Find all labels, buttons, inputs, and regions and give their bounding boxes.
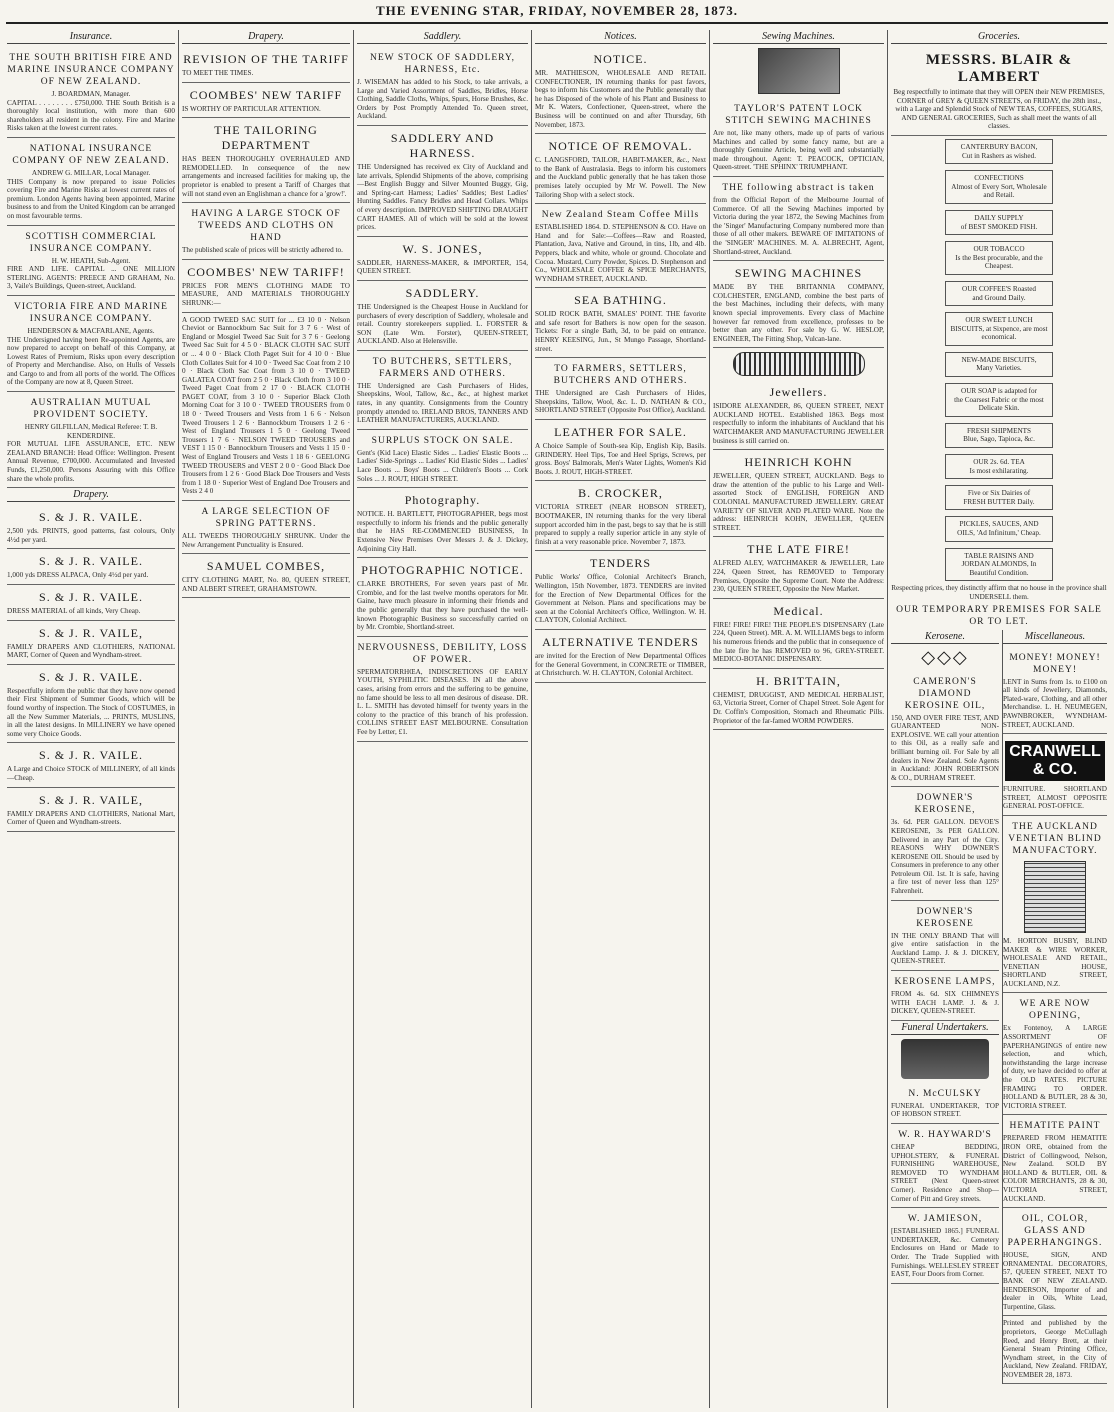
column-groceries bbox=[888, 30, 1110, 1408]
section-heading: Kerosene. bbox=[891, 630, 999, 644]
ad-title: NATIONAL INSURANCE COMPANY OF NEW ZEALAND. bbox=[12, 143, 170, 166]
ad-title: HEMATITE PAINT bbox=[1009, 1121, 1101, 1132]
advertisement bbox=[713, 599, 884, 669]
ad-title: HAVING A LARGE STOCK OF TWEEDS AND CLOTHS ON HAND bbox=[191, 209, 341, 244]
masthead-title: THE EVENING STAR, FRIDAY, NOVEMBER 28, 1873. bbox=[375, 3, 739, 18]
ad-body: NOTICE. H. BARTLETT, PHOTOGRAPHER, begs most respectfully to inform his friends and the public generally that he HAS RE-COMMENCED BUSINESS, In Extensive New Premises Over Messrs J. & J. Dickey, Adjoining City Hall. bbox=[357, 510, 528, 553]
ad-body: The published scale of prices will be strictly adhered to. bbox=[182, 246, 343, 255]
box-title: PICKLES, SAUCES, AND bbox=[959, 520, 1039, 529]
advertisement bbox=[891, 1208, 999, 1284]
ad-body: CHEAP BEDDING, UPHOLSTERY, & FUNERAL FURNISHING WAREHOUSE, REMOVED TO WYNDHAM STREET (Next Queen-street Corner). Residence and Shop—Corner of Pitt and Grey streets. bbox=[891, 1143, 999, 1203]
ad-title: H. BRITTAIN, bbox=[756, 673, 841, 688]
advertisement bbox=[891, 1083, 999, 1124]
ad-title: S. & J. R. VAILE, bbox=[39, 792, 143, 807]
box-body: the Coarsest Fabric or the most Delicate Skin. bbox=[954, 395, 1044, 413]
advertisement bbox=[891, 1124, 999, 1208]
ad-body: FROM 4s. 6d. SIX CHIMNEYS WITH EACH LAMP. J. & J. DICKEY, QUEEN-STREET. bbox=[891, 990, 999, 1016]
ad-body: ALFRED ALEY, WATCHMAKER & JEWELLER, Late 224, Queen Street, has REMOVED to Temporary Premises, Opposite the Supreme Court. Note the Address: 230, QUEEN STREET, Opposite the New Market. bbox=[713, 559, 884, 594]
advertisement bbox=[357, 488, 528, 558]
grocery-box bbox=[945, 516, 1053, 541]
advertisement bbox=[357, 637, 528, 742]
ad-title: B. CROCKER, bbox=[578, 486, 663, 501]
ad-title: OUR TEMPORARY PREMISES FOR SALE OR TO LET. bbox=[896, 604, 1102, 627]
ad-signature: ANDREW G. MILLAR, Local Manager. bbox=[31, 168, 151, 177]
ad-body: ISIDORE ALEXANDER, 86, QUEEN STREET, NEXT AUCKLAND HOTEL. Established 1863. Begs most respectfully to inform the inhabitants of Auckland that his WATCHMAKER AND MANUFACTURING JEWELLER business is still carried on. bbox=[713, 402, 884, 445]
ad-title: NOTICE. bbox=[593, 52, 648, 66]
ad-title: DOWNER'S KEROSENE bbox=[916, 906, 974, 929]
grocery-box bbox=[945, 352, 1053, 377]
ad-title: S. & J. R. VAILE. bbox=[39, 510, 143, 525]
column-notices bbox=[532, 30, 710, 1408]
advertisement bbox=[357, 237, 528, 281]
box-title: FRESH SHIPMENTS bbox=[966, 426, 1032, 435]
box-body: FRESH BUTTER Daily. bbox=[963, 497, 1035, 506]
ad-body: IN THE ONLY BRAND That will give entire satisfaction in the Auckland Lamp. J. & J. DICKEY, QUEEN-STREET. bbox=[891, 931, 999, 966]
box-title: OUR TOBACCO bbox=[973, 245, 1025, 254]
ad-title: COOMBES' NEW TARIFF bbox=[189, 87, 343, 102]
column-insurance bbox=[4, 30, 179, 1408]
section-heading: Saddlery. bbox=[357, 30, 528, 44]
ad-body: FIRE AND LIFE. CAPITAL ... ONE MILLION STERLING. AGENTS: PREECE AND GRAHAM, No. 3, Vaile's Buildings, Queen-street, Auckland. bbox=[7, 265, 175, 291]
advertisement bbox=[357, 430, 528, 488]
ad-title: AUSTRALIAN MUTUAL PROVIDENT SOCIETY. bbox=[30, 398, 152, 421]
box-title: CANTERBURY BACON, bbox=[960, 142, 1038, 151]
ad-title: THE LATE FIRE! bbox=[747, 542, 850, 557]
ad-title: TO FARMERS, SETTLERS, BUTCHERS AND OTHERS. bbox=[553, 364, 688, 387]
advertisement bbox=[357, 281, 528, 351]
advertisement bbox=[357, 126, 528, 237]
ad-body: THE Undersigned are Cash Purchasers of Hides, Sheepskins, Wool, Tallow, &c., &c., at highest market rates, in any quantity. Consignments from the Country promptly attended to. IRELAND BROS, TANNERS AND LEATHER MANUFACTURERS, AUCKLAND. bbox=[357, 381, 528, 425]
ad-title: N. McCULSKY bbox=[908, 1088, 982, 1099]
ad-body: SADDLER, HARNESS-MAKER, & IMPORTER, 154, QUEEN STREET. bbox=[357, 258, 528, 276]
ad-signature: HENRY GILFILLAN, Medical Referee: T. B. KENDERDINE. bbox=[24, 423, 158, 440]
advertisement bbox=[7, 621, 175, 665]
advertisement bbox=[713, 450, 884, 537]
ad-title: TAYLOR'S PATENT LOCK STITCH SEWING MACHINES bbox=[725, 104, 872, 126]
section-heading: Funeral Undertakers. bbox=[891, 1021, 999, 1035]
advertisement bbox=[7, 47, 175, 138]
ad-body: A Large and Choice STOCK of MILLINERY, of all kinds—Cheap. bbox=[7, 765, 175, 782]
column-sewing-machines bbox=[710, 30, 888, 1408]
hearse-illustration bbox=[901, 1039, 989, 1079]
ad-body: VICTORIA STREET (NEAR HOBSON STREET), BOOTMAKER, IN returning thanks for the very liberal support accorded him in the past, begs to say that he is still prepared to supply a really superior article in any style of finish at a very reasonable price. November 7, 1873. bbox=[535, 503, 706, 546]
advertisement bbox=[535, 358, 706, 420]
ad-body: J. WISEMAN has added to his Stock, to take arrivals, a Large and Varied Assortment of Saddles, Bridles, Horse Clothing, Saddle Cloths, Whips, Spurs, Horse Brushes, &c. Orders by Post Promptly Attended To. Queen street, Auckland. bbox=[357, 78, 528, 121]
section-heading: Sewing Machines. bbox=[713, 30, 884, 44]
ad-title: PHOTOGRAPHIC NOTICE. bbox=[361, 563, 524, 578]
ad-title: S. & J. R. VAILE. bbox=[39, 748, 143, 763]
ad-title: TO BUTCHERS, SETTLERS, FARMERS AND OTHERS. bbox=[372, 356, 513, 379]
miscellaneous-section bbox=[1003, 630, 1107, 1385]
advertisement bbox=[713, 380, 884, 450]
box-title: NEW-MADE BISCUITS, bbox=[961, 355, 1037, 364]
ad-title: Photography. bbox=[404, 493, 481, 508]
ad-title: THE AUCKLAND VENETIAN BLIND MANUFACTORY. bbox=[1008, 821, 1102, 856]
box-body: Blue, Sago, Tapioca, &c. bbox=[963, 435, 1035, 444]
ad-body: Printed and published by the proprietors, George McCullagh Reed, and Henry Brett, at their General Steam Printing Office, Wyndham street, in the City of Auckland, New Zealand. FRIDAY, NOVEMBER 28, 1873. bbox=[1003, 1319, 1107, 1379]
advertisement bbox=[535, 204, 706, 288]
ad-body: CHEMIST, DRUGGIST, AND MEDICAL HERBALIST, 63, Victoria Street, Corner of Chapel Street. Sole Agent for Dr. Coffin's Composition, Stomach and Rheumatic Pills. Proprietor of the far-famed WORM POWDERS. bbox=[713, 690, 884, 725]
ad-title: W. R. HAYWARD'S bbox=[898, 1130, 992, 1140]
advertisement bbox=[713, 98, 884, 177]
ad-body: CAPITAL . . . . . . . . £750,000. THE South British is a thoroughly local institution, with more than 600 shareholders all resident in the colony. Fire and Marine Risks taken at the lowest current rates. bbox=[7, 98, 175, 133]
ad-body: ESTABLISHED 1864. D. STEPHENSON & CO. Have on Hand and for Sale:—Coffees—Raw and Roasted, Plantation, Java, Native and Ground, in tins, 1lb, and 4lb. Peppers, black and white, whole or ground. Chocolate and Cocoa. Mustard, Curry Powder, Spices. D. Stephenson and Co., WHOLESALE COFFEE & SPICE MERCHANTS, WYNDHAM STREET, AUCKLAND. bbox=[535, 223, 706, 283]
ad-body: A Choice Sample of South-sea Kip, English Kip, Basils. GRINDERY. Heel Tips, Toe and Heel Sprigs, Screws, per gross. Boys' Balmorals, Men's Water Lights, Women's Kid Boots. J. ROUT, HIGH-STREET. bbox=[535, 442, 706, 476]
ad-body: [ESTABLISHED 1865.] FUNERAL UNDERTAKER, &c. Cemetery Enclosures on Hand or Made to Order. The Trade Supplied with Furnishings. WELLESLEY STREET EAST, Four Doors from Corner. bbox=[891, 1227, 999, 1279]
box-title: OUR COFFEE'S Roasted bbox=[962, 284, 1036, 293]
jewellers-stamp-illustration bbox=[733, 352, 865, 376]
advertisement bbox=[891, 671, 999, 788]
ad-title: Medical. bbox=[773, 603, 824, 618]
ad-body: CLARKE BROTHERS, For seven years past of Mr. Crombie, and for the last twelve months operators for Mr. Gaine, have much pleasure in informing their friends and the public generally that they have purchased the well-known Photographic Business so successfully carried on by Mr. Crombie, Shortland-street. bbox=[357, 580, 528, 632]
ad-body: Gent's (Kid Lace) Elastic Sides ... Ladies' Elastic Boots ... Ladies' Side-Springs ... Ladies' Kid Elastic Sides ... Ladies' Lace Boots ... Boys' Boots ... Children's Boots ... Cork Soles ... J. ROUT, HIGH STREET. bbox=[357, 448, 528, 483]
advertisement bbox=[535, 420, 706, 481]
advertisement bbox=[713, 537, 884, 598]
ad-title: A LARGE SELECTION OF SPRING PATTERNS. bbox=[201, 507, 331, 529]
ad-body: SPERMATORRHŒA, INDISCRETIONS OF EARLY YOUTH, SYPHILITIC DISEASES. IN all the above cases, arising from errors and the suffering to be genuine, no fame should be less to all men desirous of disease. DR. L. L. SMITH has devoted himself for twenty years in the colony to the practice of this branch of his profession. COLLINS STREET EAST MELBOURNE. Consultation Fee by Letter, £1. bbox=[357, 667, 528, 736]
section-heading: Notices. bbox=[535, 30, 706, 44]
advertisement bbox=[7, 226, 175, 296]
advertisement bbox=[182, 501, 350, 554]
box-title: CONFECTIONS bbox=[974, 174, 1024, 183]
advertisement bbox=[891, 787, 999, 900]
section-heading: Drapery. bbox=[182, 30, 350, 44]
ad-body: FAMILY DRAPERS AND CLOTHIERS, National Mart, Corner of Queen and Wyndham-streets. bbox=[7, 809, 175, 827]
ad-title: W. S. JONES, bbox=[402, 241, 483, 256]
advertisement bbox=[1003, 1115, 1107, 1208]
advertisement bbox=[182, 554, 350, 598]
ad-title: NOTICE OF REMOVAL. bbox=[548, 139, 693, 154]
advertisement bbox=[713, 177, 884, 261]
advertisement bbox=[357, 558, 528, 637]
advertisement bbox=[7, 505, 175, 549]
advertisement bbox=[891, 971, 999, 1021]
ad-title: SCOTTISH COMMERCIAL INSURANCE COMPANY. bbox=[25, 231, 157, 254]
ad-body: are invited for the Erection of New Departmental Offices for the General Government, in CONCRETE or TIMBER, at Christchurch. W. H. CLAYTON, Colonial Architect. bbox=[535, 651, 706, 678]
ad-title: ALTERNATIVE TENDERS bbox=[542, 634, 699, 649]
ad-body: 3s. 6d. PER GALLON. DEVOE'S KEROSENE, 3s PER GALLON. Delivered in any Part of the City. REASONS WHY DOWNER'S KEROSENE OIL Should be used by Consumers in preference to any other Petroleum Oil. 1st. It is safe, having a fire test of never less than 125° Fahrenheit. bbox=[891, 818, 999, 896]
advertisement bbox=[535, 481, 706, 551]
box-body: OILS, 'Ad Infinitum,' Cheap. bbox=[957, 529, 1041, 537]
ad-body: LENT in Sums from 1s. to £100 on all kinds of Jewellery, Diamonds, Plated-ware, Clothing, and all other Merchandise. L. H. NEUMEGEN, PAWNBROKER, WYNDHAM-STREET, AUCKLAND. bbox=[1003, 677, 1107, 729]
section-heading: Insurance. bbox=[7, 30, 175, 44]
advertisement bbox=[357, 351, 528, 430]
masthead-rule bbox=[6, 22, 1108, 24]
grocery-box bbox=[945, 281, 1053, 306]
box-title: OUR 2s. 6d. TEA bbox=[973, 458, 1025, 467]
grocery-box bbox=[945, 454, 1053, 479]
grocery-box bbox=[945, 423, 1053, 448]
ad-title: S. & J. R. VAILE. bbox=[39, 554, 143, 569]
box-body: Is the Best procurable, and the Cheapest. bbox=[955, 253, 1043, 271]
ad-signature: J. BOARDMAN, Manager. bbox=[51, 90, 131, 98]
advertisement bbox=[1003, 1208, 1107, 1316]
kerosene-section bbox=[891, 630, 1003, 1385]
advertisement bbox=[1003, 734, 1107, 816]
ad-title: S. & J. R. VAILE. bbox=[39, 590, 143, 604]
ad-title: THE SOUTH BRITISH FIRE AND MARINE INSURANCE COMPANY OF NEW ZEALAND. bbox=[7, 53, 175, 87]
ad-body: M. HORTON BUSBY, BLIND MAKER & WIRE WORKER, WHOLESALE AND RETAIL, VENETIAN HOUSE, SHORTLAND STREET, AUCKLAND, N.Z. bbox=[1003, 936, 1107, 988]
ad-body: Respecting prices, they distinctly affirm that no house in the province shall UNDERSELL them. bbox=[891, 584, 1107, 601]
advertisement bbox=[182, 47, 350, 83]
advertisement bbox=[891, 47, 1107, 136]
grocery-box bbox=[945, 485, 1053, 510]
box-title: Five or Six Dairies of bbox=[967, 489, 1031, 498]
grocery-box bbox=[945, 170, 1053, 204]
ad-title: SADDLERY. bbox=[405, 285, 480, 300]
ad-title: COOMBES' NEW TARIFF! bbox=[187, 264, 345, 279]
ad-body: HOUSE, SIGN, AND ORNAMENTAL DECORATORS, 57, QUEEN STREET, NEXT TO BANK OF NEW ZEALAND. HENDERSON, Importer of and dealer in Oils, White Lead, Turpentine, Glass. bbox=[1003, 1251, 1107, 1311]
ad-title: CRANWELL & CO. bbox=[1005, 741, 1105, 781]
ad-body: THE Undersigned has received ex City of Auckland and late arrivals, Splendid Shipments of the above, comprising—Best English Buggy and Silver Mounted Buggy, Gig, and Spring-cart Harness; Ladies' Saddles; Best Ladies' Hunting Saddles. Fancy Bridles and Head Collars. Whips of every description. IMPROVED SHIFTING DRAUGHT CART HAMES. All of which will be sold at the lowest prices. bbox=[357, 162, 528, 232]
advertisement bbox=[7, 549, 175, 585]
diamond-ornament: ◇◇◇ bbox=[921, 646, 969, 668]
advertisement bbox=[7, 138, 175, 226]
advertisement bbox=[182, 118, 350, 203]
box-title: OUR SOAP is adapted for bbox=[961, 387, 1037, 396]
ad-body: ALL TWEEDS THOROUGHLY SHRUNK. Under the New Arrangement Punctuality is Ensured. bbox=[182, 532, 350, 549]
ad-title: S. & J. R. VAILE. bbox=[39, 669, 143, 684]
advertisement bbox=[535, 551, 706, 630]
ad-body: THIS Company is now prepared to issue Policies covering Fire and Marine Risks at lowest current rates of premium. London Agents having been appointed, Marine business to and from the United Kingdom can be arranged on most favourable terms. bbox=[7, 177, 175, 220]
section-heading: Miscellaneous. bbox=[1003, 630, 1107, 644]
box-title: OUR SWEET LUNCH bbox=[965, 316, 1033, 325]
grocery-box bbox=[945, 241, 1053, 275]
ad-body: SOLID ROCK BATH, SMALES' POINT. THE favorite and safe resort for Bathers is now open for the season. Tickets: For a single Bath, 3d, to be paid on entrance. HENRY KEESING, Jun., St Mungo Passage, Shortland-street. bbox=[535, 310, 706, 353]
ad-title: SAMUEL COMBES, bbox=[206, 559, 326, 574]
ad-title: THE following abstract is taken bbox=[722, 182, 875, 193]
box-title: DAILY SUPPLY bbox=[974, 213, 1024, 222]
box-body: of BEST SMOKED FISH. bbox=[960, 222, 1038, 231]
box-body: BISCUITS, at Sixpence, are most economical. bbox=[950, 324, 1048, 342]
ad-title: HEINRICH KOHN bbox=[744, 455, 853, 470]
lower-split bbox=[891, 630, 1107, 1385]
ad-body: from the Official Report of the Melbourne Journal of Commerce. Of all the Sewing Machines imported by Victoria during the year 1872, the Sewing Machines from the 'Singer' Manufacturing Company numbered more than those of all other makers. BEWARE OF IMITATIONS of the 'SINGER' MACHINES. M. A. ALBRECHT, Agent, Shortland-street, Auckland. bbox=[713, 195, 884, 256]
ad-title: VICTORIA FIRE AND MARINE INSURANCE COMPANY. bbox=[14, 301, 168, 324]
ad-title: DOWNER'S KEROSENE, bbox=[914, 793, 976, 816]
ad-title: W. JAMIESON, bbox=[907, 1214, 983, 1225]
advertisement bbox=[1003, 816, 1107, 994]
advertisement bbox=[182, 313, 350, 501]
ad-signature: HENDERSON & MACFARLANE, Agents. bbox=[27, 326, 155, 335]
ad-title: MONEY! MONEY! MONEY! bbox=[1009, 652, 1101, 675]
ad-body: FAMILY DRAPERS AND CLOTHIERS, NATIONAL MART, Corner of Queen and Wyndham-street. bbox=[7, 642, 175, 660]
ad-title: CAMERON'S DIAMOND KEROSINE OIL, bbox=[904, 676, 986, 711]
advertisement bbox=[7, 665, 175, 744]
ad-body: FOR MUTUAL LIFE ASSURANCE, ETC. NEW ZEALAND BRANCH: Head Office: Wellington. Present Annual Revenue, £700,000. Accumulated and Invested Funds, £1,250,000. Persons Assuring with this Office share the whole profits. bbox=[7, 440, 175, 483]
advertisement bbox=[713, 261, 884, 348]
box-body: Is most exhilarating. bbox=[969, 466, 1029, 475]
ad-title: SEWING MACHINES bbox=[734, 266, 863, 281]
ad-body: DRESS MATERIAL of all kinds, Very Cheap. bbox=[7, 607, 141, 615]
grocery-box bbox=[945, 548, 1053, 582]
advertisement bbox=[7, 392, 175, 488]
ad-title: WE ARE NOW OPENING, bbox=[1019, 999, 1091, 1022]
advertisement bbox=[1003, 993, 1107, 1115]
advertisement bbox=[891, 901, 999, 971]
advertisement bbox=[182, 260, 350, 313]
ad-title: OIL, COLOR, GLASS AND PAPERHANGINGS. bbox=[1007, 1214, 1103, 1249]
ad-body: PRICES FOR MEN'S CLOTHING MADE TO MEASURE, AND MATERIALS THOROUGHLY SHRUNK:— bbox=[182, 281, 350, 307]
ad-title: NERVOUSNESS, DEBILITY, LOSS OF POWER. bbox=[357, 642, 528, 665]
box-body: JORDAN ALMONDS, In Beautiful Condition. bbox=[961, 560, 1037, 577]
ad-title: TENDERS bbox=[590, 556, 651, 571]
advertisement bbox=[1003, 647, 1107, 735]
advertisement bbox=[7, 743, 175, 787]
column-saddlery bbox=[354, 30, 532, 1408]
ad-body: Beg respectfully to intimate that they will OPEN their NEW PREMISES, CORNER of GREY & QUEEN STREETS, on FRIDAY, the 28th inst., with a Large and Splendid Stock of NEW TEAS, COFFEES, SUGARS, AND GENERAL GROCERIES, Such as shall meet the wants of all classes. bbox=[893, 88, 1105, 131]
section-heading: Groceries. bbox=[891, 30, 1107, 44]
ad-signature: H. W. HEATH, Sub-Agent. bbox=[51, 256, 131, 265]
ad-body: C. LANGSFORD, TAILOR, HABIT-MAKER, &c., Next to the Bank of Australasia. Begs to inform his customers and the Auckland public generally that he has taken those premises lately occupied by Mr W. Powell. The New Tailoring Shop with a select stock. bbox=[535, 156, 706, 199]
ad-body: A GOOD TWEED SAC SUIT for ... £3 10 0 · Nelson Cheviot or Bannockburn Sac Suit for 3 7 6 · West of England or Mosgiel Tweed Sac Suit for 3 7 6 · Geelong Tweed Sac Suit for 4 5 0 · BLACK CLOTH SAC SUIT or ... 4 0 0 · Black Cloth Paget Suit for 4 10 0 · Blue Cloth Collates Suit for 4 10 0 · Tweed Sac Coat from 2 10 0 · Black Cloth Sac Coat from 3 10 0 · TWEED GALATEA COAT from 2 5 0 · Black Cloth from 3 10 0 · Tweed Paget Coat from 2 17 0 · BLACK CLOTH PAGET COAT, from 3 10 0 · Superior Black Cloth Morning Coat for 3 10 0 · TWEED TROUSERS from 0 18 0 · Tweed Trousers and Vests from 1 6 6 · Nelson Tweed Trousers 1 2 6 · Bannockburn Trousers 1 2 6 · West of England Trousers 1 5 0 · Geelong Tweed Trousers 1 7 6 · NELSON TWEED TROUSERS and VEST 1 15 0 · Bannockburn Trousers and Vests 1 15 0 · West of England Trousers and Vests 1 18 6 · GEELONG TWEED TROUSERS and VEST 2 0 0 · Good Black Doe Trousers from 1 2 6 · Good Black Doe Trousers and Vests from 1 18 0 · Superior West of England Doe Trousers and Vests 2 4 0 bbox=[182, 315, 350, 496]
advertisement bbox=[535, 630, 706, 683]
advertisement bbox=[7, 585, 175, 621]
ad-body: JEWELLER, QUEEN STREET, AUCKLAND. Begs to draw the attention of the public to his Large and Well-assorted Stock of ENGLISH, FOREIGN AND COLONIAL MANUFACTURED JEWELLERY. GREAT VARIETY OF SILVER AND PLATED WARE. Note the address: HEINRICH KOHN, JEWELLER, QUEEN STREET. bbox=[713, 472, 884, 532]
venetian-blind-illustration bbox=[1024, 861, 1086, 933]
ad-body: MADE BY THE BRITANNIA COMPANY, COLCHESTER, ENGLAND, combine the best parts of the best Machines, including their defects, with many known special improvements. Every class of Machine however far removed from excellence, professes to be better than any other. For sale by G. W. HESLOP, ENGINEER, The Fitting Shop, Vulcan-lane. bbox=[713, 283, 884, 343]
ad-title: LEATHER FOR SALE. bbox=[554, 425, 687, 440]
grocery-box bbox=[945, 139, 1053, 164]
advertisement bbox=[357, 47, 528, 126]
ad-title: REVISION OF THE TARIFF bbox=[183, 52, 349, 66]
ad-body: PREPARED FROM HEMATITE IRON ORE, obtained from the District of Collingwood, Nelson, New Zealand. SOLD BY HOLLAND & BUTLER, OIL & COLOR MERCHANTS, 28 & 30, VICTORIA STREET, AUCKLAND. bbox=[1003, 1134, 1107, 1203]
ad-body: Are not, like many others, made up of parts of various Machines and called by some fancy name, but are a thoroughly Genuine Article, being well and substantially made throughout. Agent: T. PEACOCK, OPTICIAN, Queen-street. 'THE SPHINX' TRIUMPHANT. bbox=[713, 129, 884, 172]
ad-body: Public Works' Office, Colonial Architect's Branch, Wellington, 15th November, 1873. TENDERS are invited for the Erection of New Departmental Offices for the Government at Nelson. Plans and specifications may be seen at the Colonial Architect's Office, Wellington. W. H. CLAYTON, Colonial Architect. bbox=[535, 573, 706, 625]
ad-body: 1,000 yds DRESS ALPACA, Only 4½d per yard. bbox=[7, 571, 149, 580]
ad-title: KEROSENE LAMPS, bbox=[894, 977, 996, 988]
advertisement bbox=[1003, 1316, 1107, 1384]
advertisement bbox=[535, 288, 706, 358]
box-body: Many Varieties. bbox=[976, 364, 1022, 373]
ad-body: 150, AND OVER FIRE TEST, AND GUARANTEED NON-EXPLOSIVE. WE call your attention to this Oil, as a really safe and brilliant burning oil. For Sale by all dealers in New Zealand. Sole Agents in Auckland: JOHN ROBERTSON & CO., DURHAM STREET. bbox=[891, 713, 999, 782]
grocery-box bbox=[945, 312, 1053, 346]
ad-title: S. & J. R. VAILE, bbox=[39, 625, 143, 640]
advertisement bbox=[182, 203, 350, 260]
ad-body: FIRE! FIRE! FIRE! THE PEOPLE'S DISPENSARY (Late 224, Queen Street). MR. A. M. WILLIAMS begs to inform his numerous friends and the public that in consequence of the late fire he has REMOVED to 96, GREY-STREET. MEDICO-BOTANIC DISPENSARY. bbox=[713, 620, 884, 664]
grocery-box bbox=[945, 383, 1053, 417]
box-title: TABLE RAISINS AND bbox=[964, 551, 1034, 560]
ad-body: IS WORTHY OF PARTICULAR ATTENTION. bbox=[182, 104, 321, 113]
box-body: and Ground Daily. bbox=[972, 293, 1026, 302]
ad-body: Ex Fontenoy, A LARGE ASSORTMENT OF PAPERHANGINGS of entire new selection, and which, notwithstanding the large increase of duty, we have decided to offer at the OLD RATES. PICTURE FRAMING TO ORDER. HOLLAND & BUTLER, 28 & 30, VICTORIA STREET. bbox=[1003, 1024, 1107, 1110]
ad-body: Respectfully inform the public that they have now opened their First Shipment of Summer Goods, which will be found worthy of inspection. The Stock of COSTUMES, in all the New Summer Materials, ... PRINTS, MUSLINS, in all the latest designs. In MILLINERY we have opened some very Choice Goods. bbox=[7, 686, 175, 738]
ad-body: TO MEET THE TIMES. bbox=[182, 69, 254, 77]
sewing-machine-illustration bbox=[758, 48, 840, 94]
grocery-boxes bbox=[891, 136, 1107, 584]
advertisement bbox=[713, 669, 884, 730]
ad-body: FURNITURE. SHORTLAND STREET, ALMOST OPPOSITE GENERAL POST-OFFICE. bbox=[1003, 785, 1107, 811]
ad-body: HAS BEEN THOROUGHLY OVERHAULED AND REMODELLED. In consequence of the new arrangements and increased facilities for making up, the proprietor is enabled to present a Tariff of Charges that will not stand even an Englishman a chance for a 'grow!'. bbox=[182, 155, 350, 198]
ad-body: CITY CLOTHING MART, No. 80, QUEEN STREET, AND ALBERT STREET, GRAHAMSTOWN. bbox=[182, 576, 350, 593]
ad-title: THE TAILORING DEPARTMENT bbox=[214, 123, 318, 153]
box-body: Almost of Every Sort, Wholesale and Retail. bbox=[951, 182, 1047, 200]
ad-title: MESSRS. BLAIR & LAMBERT bbox=[925, 52, 1073, 85]
column-drapery bbox=[179, 30, 354, 1408]
advertisement bbox=[7, 788, 175, 832]
ad-title: Jewellers. bbox=[769, 385, 828, 400]
ad-body: FUNERAL UNDERTAKER, TOP OF HOBSON STREET. bbox=[891, 1101, 999, 1119]
grocery-box bbox=[945, 210, 1053, 235]
advertisement bbox=[182, 83, 350, 119]
ad-body: THE Undersigned having been Re-appointed Agents, are now prepared to accept on behalf of this Company, at Lowest Rates of Premium, Risks upon every description of Property and Merchandise. Also, on Hulls of Vessels and Cargo to and from all ports of the world. The Offices of the Company are now at 8, Queen Street. bbox=[7, 335, 175, 387]
box-body: Cut in Rashers as wished. bbox=[961, 151, 1037, 160]
ad-title: SADDLERY AND HARNESS. bbox=[390, 130, 495, 160]
ad-title: SURPLUS STOCK ON SALE. bbox=[371, 435, 514, 446]
advertisement bbox=[535, 134, 706, 204]
advertisement bbox=[7, 296, 175, 392]
ad-title: SEA BATHING. bbox=[574, 293, 667, 308]
advertisement bbox=[535, 47, 706, 134]
ad-body: MR. MATHIESON, WHOLESALE AND RETAIL CONFECTIONER, IN returning thanks for past favors, begs to inform his Customers and the Public generally that he has Disposed of the whole of his Plant and Business to Mr K. Waters, Confectioner, Queen-street, where the Business will be continued on and after Thursday, 6th November, 1873. bbox=[535, 69, 706, 129]
ad-title: NEW STOCK OF SADDLERY, HARNESS, Etc. bbox=[370, 53, 515, 75]
ad-body: 2,500 yds. PRINTS, good patterns, fast colours, Only 4½d per yard. bbox=[7, 527, 175, 544]
section-heading: Drapery. bbox=[7, 488, 175, 502]
ad-body: THE Undersigned are Cash Purchasers of Hides, Sheepskins, Tallow, Wool, &c. L. D. NATHAN & CO., SHORTLAND STREET (Opposite Post Office), Auckland. bbox=[535, 389, 706, 415]
ad-title: New Zealand Steam Coffee Mills bbox=[541, 210, 700, 221]
ad-body: THE Undersigned is the Cheapest House in Auckland for purchasers of every description of Saddlery, wholesale and retail. Country storekeepers supplied. L. FORSTER & SON (Late Wm. Forster), QUEEN-STREET, AUCKLAND. Also at Helensville. bbox=[357, 302, 528, 346]
